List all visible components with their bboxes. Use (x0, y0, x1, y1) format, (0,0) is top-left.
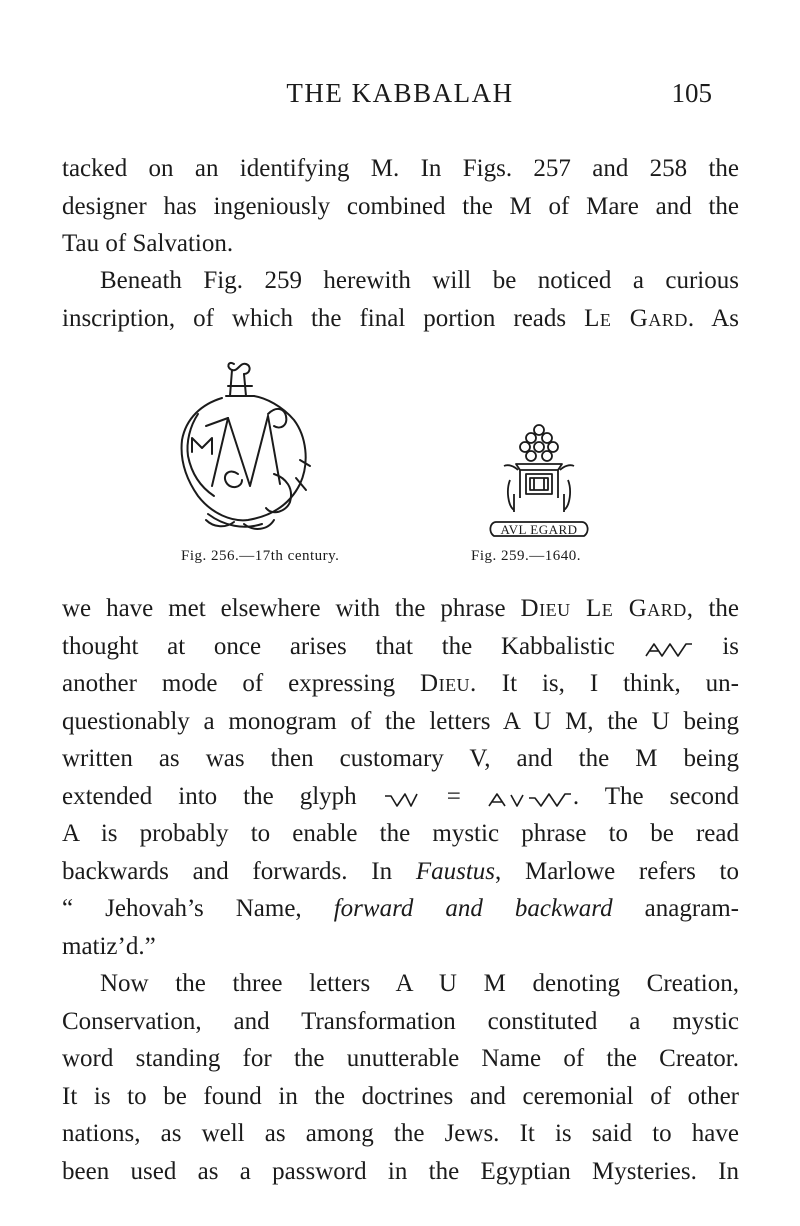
text-run: another mode of expressing (62, 670, 396, 697)
text-run: extended into the glyph (62, 782, 357, 810)
paragraph-4 (62, 965, 739, 1190)
small-caps-phrase: Le Gard. (584, 304, 695, 332)
figure-256-caption: Fig. 256.—17th century. (181, 548, 340, 564)
text-line (62, 300, 739, 338)
text-run: . The second (572, 782, 740, 810)
kabbalistic-monogram-glyph (644, 640, 694, 658)
text-run: the (708, 595, 739, 622)
page-number: 105 (671, 78, 712, 108)
text-run: As (711, 304, 739, 332)
small-caps-phrase: Dieu. (420, 670, 477, 697)
paragraph-2 (62, 262, 739, 337)
text-run: we have met elsewhere with the phrase (62, 595, 506, 622)
text-line: matiz’d.” (62, 932, 156, 960)
italic-title: Faustus (415, 857, 495, 885)
text-run: It is, I think, un- (501, 670, 739, 697)
figure-259-caption: Fig. 259.—1640. (471, 548, 582, 564)
text-line: nations, as well as among the Jews. It is said to have (62, 1120, 739, 1147)
text-run: thought at once arises that the Kabbalistic (62, 632, 615, 660)
text-line (62, 778, 739, 816)
text-line: questionably a monogram of the letters A U M, the U being (62, 707, 739, 735)
running-title: THE KABBALAH (286, 78, 514, 108)
text-line: Now the three letters A U M denoting Creation, (100, 970, 739, 997)
text-run: , Marlowe refers to (495, 857, 739, 885)
text-run: is (722, 632, 739, 660)
text-line: Conservation, and Transformation constituted a mystic (62, 1007, 739, 1035)
text-line: been used as a password in the Egyptian Mysteries. In (62, 1157, 739, 1185)
glyph-a-v-m (487, 790, 573, 808)
text-line: Beneath Fig. 259 herewith will be noticed a curious (100, 267, 739, 294)
figure-259-inscription: AVL EGARD (500, 522, 578, 537)
text-line (62, 628, 739, 666)
text-line: It is to be found in the doctrines and ceremonial of other (62, 1082, 739, 1110)
text-line (62, 665, 739, 703)
figure-256-monogram (168, 356, 320, 536)
small-caps-phrase: Dieu Le Gard, (520, 595, 694, 622)
equals-sign: = (446, 782, 461, 810)
text-line (62, 890, 739, 928)
page-header (0, 78, 800, 114)
text-line: designer has ingeniously combined the M of Mare and the (62, 192, 739, 220)
figure-259-emblem (478, 420, 600, 542)
italic-phrase: forward and backward (333, 895, 613, 922)
text-run: inscription, of which the final portion reads (62, 304, 567, 332)
text-line: A is probably to enable the mystic phrase to be read (62, 820, 739, 847)
text-line: word standing for the unutterable Name of the Creator. (62, 1045, 739, 1072)
paragraph-3 (62, 590, 739, 965)
text-line: Tau of Salvation. (62, 230, 234, 257)
paragraph-1 (62, 150, 739, 263)
text-run: backwards and forwards. In (62, 857, 393, 885)
text-run: “ Jehovah’s Name, (62, 895, 302, 922)
glyph-m-extended (383, 790, 421, 808)
text-line: written as was then customary V, and the M being (62, 745, 739, 772)
text-line (62, 853, 739, 891)
text-run: anagram- (644, 895, 740, 922)
text-line (62, 590, 739, 628)
text-line: tacked on an identifying M. In Figs. 257 and 258 the (62, 155, 739, 182)
